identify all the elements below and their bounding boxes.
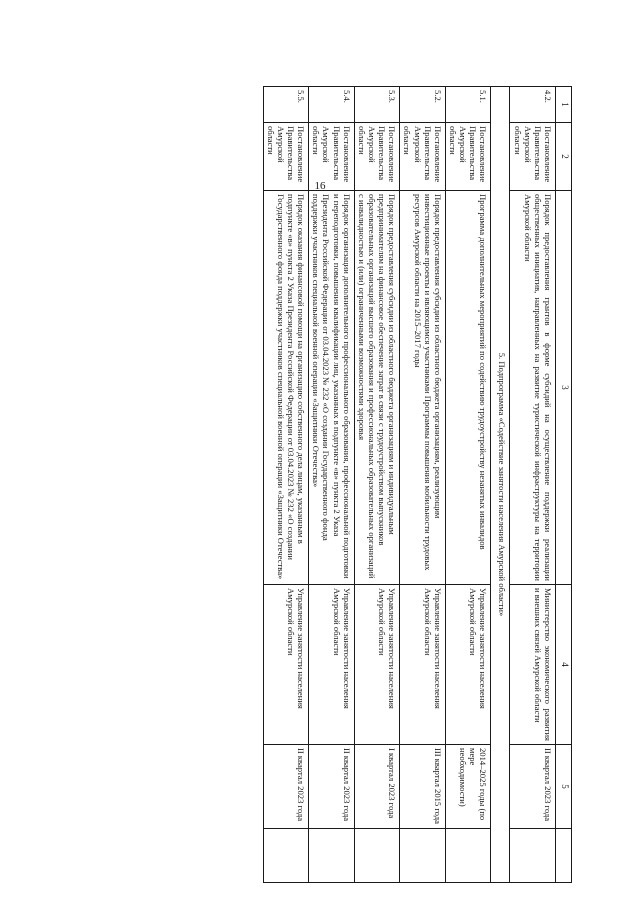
act-type: Постановление Правительства Амурской области [354, 123, 400, 191]
table-row [354, 87, 400, 883]
executor: Министерство экономического развития и внешних связей Амурской области [510, 585, 556, 745]
header-cell-1: 1 [556, 87, 572, 123]
act-type: Постановление Правительства Амурской области [510, 123, 556, 191]
empty-cell [354, 829, 400, 883]
executor: Управление занятости населения Амурской области [445, 585, 491, 745]
period: II квартал 2023 года [309, 745, 355, 829]
row-number: 4.2. [510, 87, 556, 123]
section-row [491, 87, 510, 883]
period: III квартал 2015 года [400, 745, 446, 829]
act-title: Порядок предоставления субсидии из областного бюджета организациям и индивидуальным предпринимателям на финансовое обеспечение затрат в связи с трудоустройством выпускников образовательных организаций высшего образования и профессиональных образовательных организаций с инвалидностью и (или) ограниченными возможностями здоровья [354, 191, 400, 585]
executor: Управление занятости населения Амурской области [400, 585, 446, 745]
table-row [445, 87, 491, 883]
table-row [510, 87, 556, 883]
empty-cell [445, 829, 491, 883]
header-cell-3: 3 [556, 191, 572, 585]
row-number: 5.1. [445, 87, 491, 123]
empty-cell [510, 829, 556, 883]
row-number: 5.5. [263, 87, 309, 123]
act-type: Постановление Правительства Амурской области [445, 123, 491, 191]
row-number: 5.4. [309, 87, 355, 123]
row-number: 5.3. [354, 87, 400, 123]
header-cell-5: 5 [556, 745, 572, 829]
act-type: Постановление Правительства Амурской области [263, 123, 309, 191]
header-cell-blank [556, 829, 572, 883]
table-row [263, 87, 309, 883]
header-cell-2: 2 [556, 123, 572, 191]
period: II квартал 2023 года [510, 745, 556, 829]
empty-cell [400, 829, 446, 883]
period: I квартал 2023 года [354, 745, 400, 829]
row-number: 5.2. [400, 87, 446, 123]
section-title: 5. Подпрограмма «Содействие занятости населения Амурской области» [491, 87, 510, 883]
act-type: Постановление Правительства Амурской области [309, 123, 355, 191]
act-title: Порядок предоставления грантов в форме субсидий на осуществление поддержки реализации общественных инициатив, направленных на развитие туристической инфраструктуры на территории Амурской области [510, 191, 556, 585]
table-row [400, 87, 446, 883]
regulations-table [263, 86, 572, 883]
act-title: Программа дополнительных мероприятий по содействию трудоустройству незанятых инвалидов [445, 191, 491, 585]
period: 2014–2025 годы (по мере необходимости) [445, 745, 491, 829]
period: II квартал 2023 года [263, 745, 309, 829]
header-cell-4: 4 [556, 585, 572, 745]
header-row [556, 87, 572, 883]
empty-cell [263, 829, 309, 883]
empty-cell [309, 829, 355, 883]
page-number: 16 [314, 180, 326, 192]
table-row [309, 87, 355, 883]
executor: Управление занятости населения Амурской области [354, 585, 400, 745]
act-title: Порядок предоставления субсидии из областного бюджета организациям, реализующим инвестиционные проекты и являющимся участниками Программы повышения мобильности трудовых ресурсов Амурской области на 2015–2017 годы [400, 191, 446, 585]
executor: Управление занятости населения Амурской области [309, 585, 355, 745]
act-title: Порядок организации дополнительного профессионального образования, профессиональной подготовки и переподготовки, повышения квалификации лиц, указанных в подпункте «в» пункта 2 Указа Президента Российской Федерации от 03.04.2023 № 232 «О создании Государственного фонда поддержки участников специальной военной операции «Защитники Отечества» [309, 191, 355, 585]
act-title: Порядок оказания финансовой помощи на организацию собственного дела лицам, указанным в подпункте «в» пункта 2 Указа Президента Российской Федерации от 03.04.2023 № 232 «О создании Государственного фонда поддержки участников специальной военной операции «Защитники Отечества» [263, 191, 309, 585]
rotated-table-wrapper [114, 86, 572, 882]
executor: Управление занятости населения Амурской области [263, 585, 309, 745]
act-type: Постановление Правительства Амурской области [400, 123, 446, 191]
